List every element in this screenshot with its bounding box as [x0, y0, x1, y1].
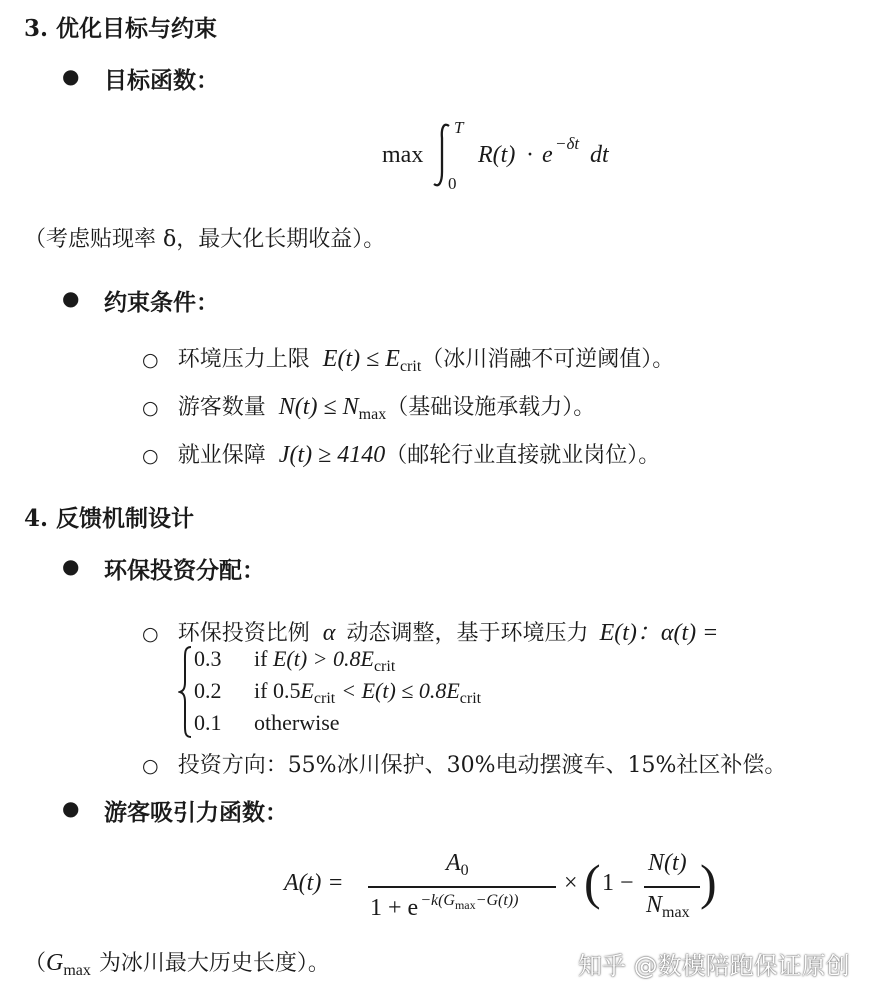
constraint-note: （冰川消融不可逆阈值）。	[421, 347, 675, 372]
bullet-dot: ●	[62, 64, 80, 88]
section-3-heading: 3. 优化目标与约束	[24, 15, 218, 42]
times-sign: ×	[564, 870, 578, 896]
case-value: 0.3	[194, 646, 222, 671]
case-condition: otherwise	[254, 710, 340, 735]
constraint-math: J(t) ≥ 4140	[278, 442, 386, 468]
case-condition: if $0.5E_{crit} < E(t) \le 0.8E_{crit}$	[254, 678, 482, 707]
circle-bullet: ○	[142, 445, 159, 467]
section-4-heading: 4. 反馈机制设计	[24, 505, 195, 532]
attraction-label: 游客吸引力函数：	[104, 799, 288, 826]
inner-fraction-num: N(t)	[648, 850, 687, 876]
circle-bullet: ○	[142, 397, 159, 419]
bullet-dot: ●	[62, 554, 80, 578]
constraint-item	[142, 390, 595, 424]
constraint-text: 就业保障	[177, 443, 266, 468]
investment-label: 环保投资分配：	[104, 557, 265, 584]
objective-note: （考虑贴现率 δ，最大化长期收益）。	[24, 227, 386, 252]
investment-direction-text: 投资方向：55%冰川保护、30%电动摆渡车、15%社区补偿。	[177, 753, 787, 778]
formula-dot: ·	[526, 142, 534, 168]
fraction-denominator: 1 + e $^{-k(Gmax-G(t))}$	[370, 892, 519, 921]
alpha-definition: E(t)：α(t) =	[599, 620, 719, 646]
attraction-note: （$G_{max}$ 为冰川最大历史长度）。	[24, 950, 330, 979]
objective-label: 目标函数：	[104, 67, 219, 94]
circle-bullet: ○	[142, 755, 159, 777]
constraint-text: 环境压力上限	[177, 347, 310, 372]
case-value: 0.2	[194, 678, 222, 703]
investment-text-b: 动态调整，基于环境压力	[346, 621, 589, 646]
cases-brace	[178, 644, 194, 740]
note-variable: $G_{max}$	[46, 950, 91, 979]
alpha-symbol: α	[322, 620, 336, 646]
formula-exponent: −δt	[555, 134, 580, 153]
constraint-text: 游客数量	[177, 395, 266, 420]
constraint-math: $E(t) \le E_{crit}$	[322, 346, 422, 375]
case-value: 0.1	[194, 710, 222, 735]
left-paren: (	[584, 854, 601, 910]
integral-lower: 0	[448, 174, 457, 193]
investment-direction	[142, 748, 786, 779]
objective-formula	[380, 118, 640, 196]
paren-one-minus: 1 −	[602, 870, 634, 896]
investment-item	[142, 612, 718, 647]
formula-e: e	[542, 142, 553, 168]
bullet-dot: ●	[62, 286, 80, 310]
circle-bullet: ○	[142, 623, 159, 645]
formula-max: max	[382, 142, 424, 168]
circle-bullet: ○	[142, 349, 159, 371]
constraint-math: $N(t) \le N_{max}$	[278, 394, 387, 423]
fraction-bar	[368, 886, 556, 888]
inner-fraction-den: $N_{max}$	[646, 892, 690, 921]
case-condition: if $E(t) > 0.8E_{crit}$	[254, 646, 396, 675]
constraint-note: （邮轮行业直接就业岗位）。	[385, 443, 661, 468]
zhihu-watermark: 知乎 @数模陪跑保证原创	[578, 952, 850, 980]
formula-lhs: A(t) =	[284, 870, 344, 896]
formula-dt: dt	[590, 142, 609, 168]
constraint-note: （基础设施承载力）。	[386, 395, 596, 420]
formula-R: R(t)	[478, 142, 516, 168]
inner-fraction-bar	[644, 886, 700, 888]
constraint-item	[142, 438, 660, 469]
attraction-formula	[282, 846, 722, 930]
investment-text-a: 环保投资比例	[177, 621, 310, 646]
fraction-numerator: $A_0$	[446, 850, 469, 879]
constraint-item	[142, 342, 674, 376]
bullet-dot: ●	[62, 796, 80, 820]
integral-upper: T	[454, 118, 464, 137]
right-paren: )	[700, 854, 717, 910]
constraints-label: 约束条件：	[104, 289, 219, 316]
